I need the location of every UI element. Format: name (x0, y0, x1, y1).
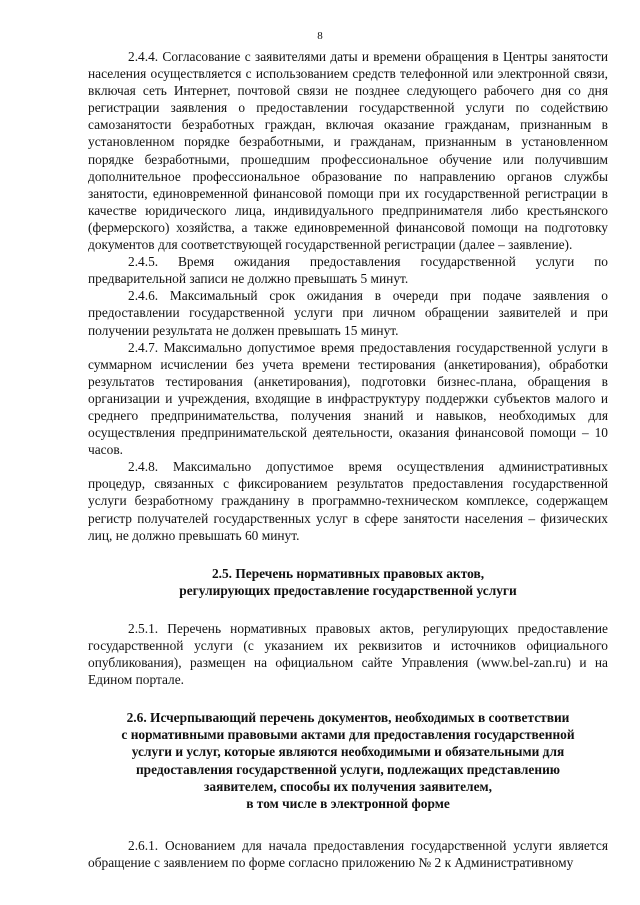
paragraph-2-4-8: 2.4.8. Максимально допустимое время осуществления административных процедур, связанных с фиксированием результатов предоставления государственной услуги безработному гражданину в программно-техническом комплексе, содержащем регистр получателей государственных услуг в сфере занятости населения – физических лиц, не должно превышать 60 минут. (88, 459, 608, 543)
paragraph-2-4-5: 2.4.5. Время ожидания предоставления государственной услуги по предварительной записи не должно превышать 5 минут. (88, 254, 608, 287)
heading-line: в том числе в электронной форме (246, 795, 450, 811)
heading-line: 2.6. Исчерпывающий перечень документов, необходимых в соответствии (126, 710, 570, 726)
spacer (88, 688, 608, 709)
heading-line: услуги и услуг, которые являются необходимыми и обязательными для (131, 744, 565, 760)
paragraph-2-4-6: 2.4.6. Максимальный срок ожидания в очереди при подаче заявления о предоставлении государственной услуги при личном обращении заявителей и при получении результата не должен превышать 15 минут. (88, 288, 608, 338)
paragraph-2-5-1: 2.5.1. Перечень нормативных правовых актов, регулирующих предоставление государственной услуги (с указанием их реквизитов и источников официального опубликования), размещен на официальном сайте Управления (www.bel-zan.ru) и на Едином портале. (88, 620, 608, 688)
section-heading-2-5 (88, 565, 608, 599)
paragraph-2-6-1: 2.6.1. Основанием для начала предоставления государственной услуги является обращение с заявлением по форме согласно приложению № 2 к Административному (88, 837, 608, 870)
paragraph-2-4-4: 2.4.4. Согласование с заявителями даты и времени обращения в Центры занятости населения осуществляется с использованием средств телефонной или электронной связи, включая сеть Интернет, почтовой связи не позднее следующего рабочего дня со дня регистрации заявления о предоставлении государственной услуги по содействию самозанятости безработных граждан, включая оказание гражданам, признанным в установленном порядке безработными, и гражданам, признанным в установленном порядке безработными, прошедшим профессиональное обучение или получившим дополнительное профессиональное образование по направлению органов службы занятости, единовременной финансовой помощи при их государственной регистрации в качестве юридического лица, индивидуального предпринимателя либо крестьянского (фермерского) хозяйства, а также единовременной финансовой помощи на подготовку документов для соответствующей государственной регистрации (далее – заявление). (88, 49, 608, 253)
heading-line: с нормативными правовыми актами для предоставления государственной (121, 727, 575, 743)
heading-line: регулирующих предоставление государственной услуги (179, 582, 517, 598)
page-number: 8 (317, 30, 323, 42)
paragraph-2-4-7: 2.4.7. Максимально допустимое время предоставления государственной услуги в суммарном исчислении без учета времени тестирования (анкетирования), обработки результатов тестирования (анкетирования), подготовки бизнес-плана, обращения в организации и учреждения, входящие в инфраструктуру поддержки субъектов малого и среднего предпринимательства, получения знаний и навыков, необходимых для осуществления предпринимательской деятельности, оказания финансовой помощи – 10 часов. (88, 339, 608, 458)
section-heading-2-6 (88, 709, 608, 812)
heading-line: 2.5. Перечень нормативных правовых актов, (211, 565, 485, 581)
spacer (88, 599, 608, 620)
spacer (88, 812, 608, 837)
heading-line: заявителем, способы их получения заявителем, (204, 778, 492, 794)
heading-line: предоставления государственной услуги, подлежащих представлению (135, 761, 561, 777)
page-content (88, 48, 608, 871)
spacer (88, 544, 608, 565)
